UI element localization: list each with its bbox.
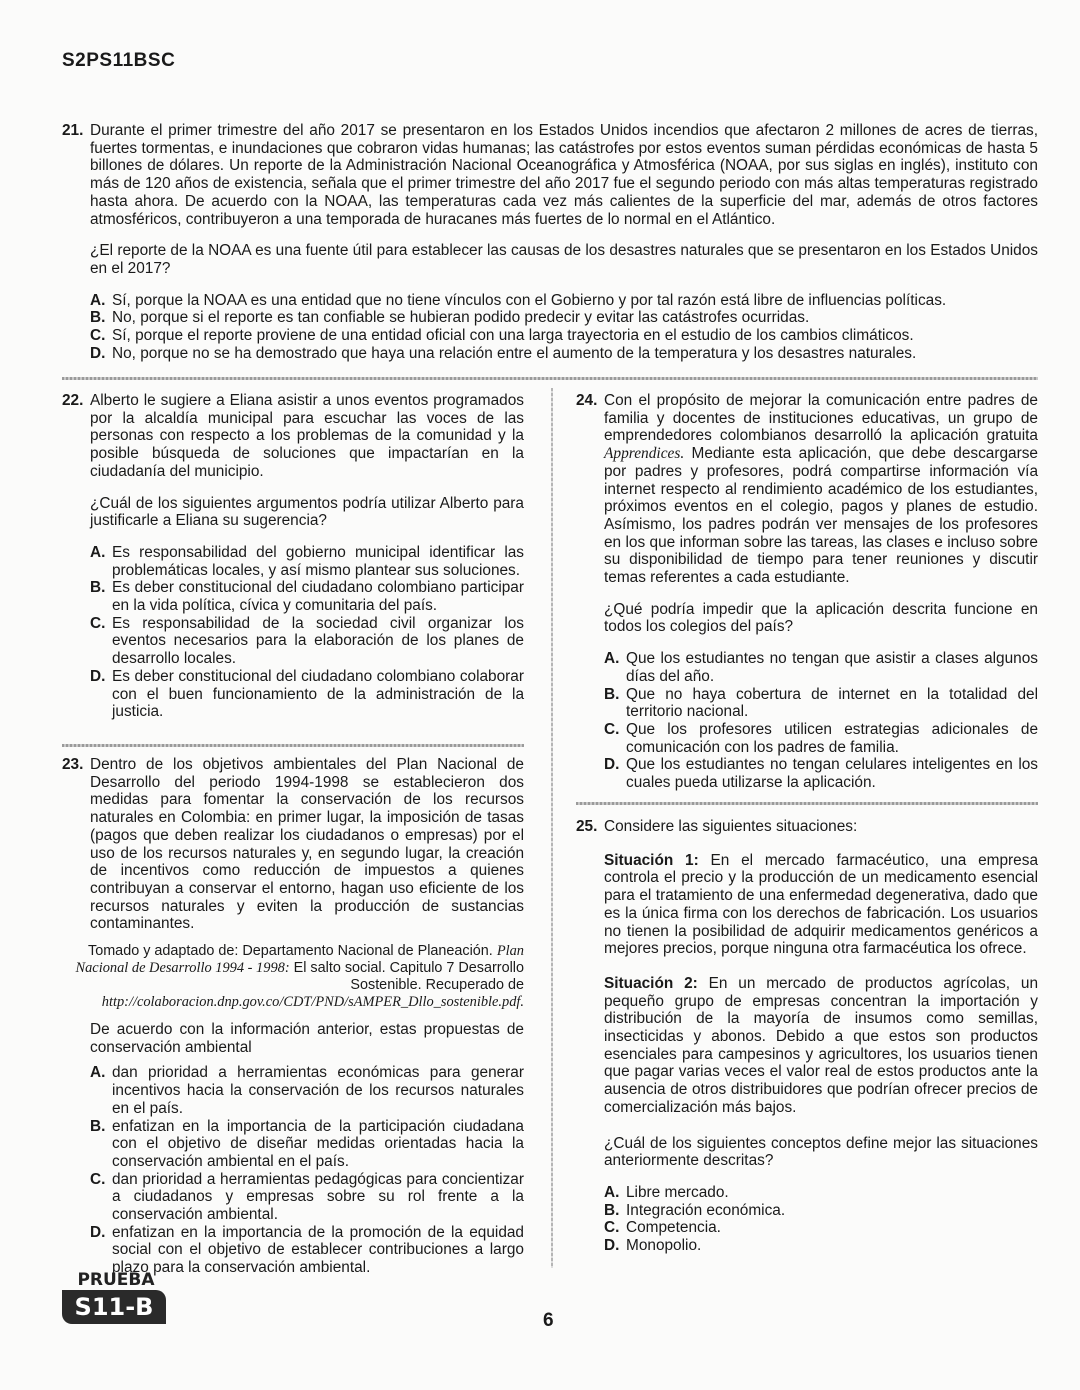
option-a[interactable]: A. Es responsabilidad del gobierno municipal identificar las problemáticas locales, y así mismo plantear sus soluciones.: [90, 543, 524, 579]
question-21: [62, 122, 1038, 362]
situation-1: Situación 1: En el mercado farmacéutico, una empresa controla el precio y la producción de un medicamento esencial para el tratamiento de una enfermedad degenerativa, dado que es la única firma con los derechos de fabricación. Los usuarios no tienen la posibilidad de adquirir medicamentos genéricos a mejores precios, porque ninguna otra farmacéutica los ofrece.: [604, 851, 1038, 958]
question-number: 22.: [62, 392, 84, 409]
question-context: Durante el primer trimestre del año 2017 se presentaron en los Estados Unidos incendios que afectaron 2 millones de acres de tierras, fuertes tormentas, e inundaciones que cobraron vidas humanas; las catástrofes por estos eventos suman pérdidas económicas de hasta 5 billones de dólares. Un reporte de la Administración Nacional Oceanográfica y Atmosférica (NOAA, por sus siglas en inglés), instituto con más de 120 años de existencia, señala que el primer trimestre del año 2017 fue el segundo periodo con más altas temperaturas registrado hasta ahora. De acuerdo con la NOAA, las temperaturas cada vez más calientes de la superficie del mar, además de otros factores atmosféricos, contribuyeron a una temporada de huracanes más fuertes de lo normal en el Atlántico.: [90, 122, 1038, 228]
question-context: Dentro de los objetivos ambientales del Plan Nacional de Desarrollo del periodo 1994-1998 se establecieron dos medidas para fomentar la conservación de los recursos naturales en Colombia: en primer lugar, la imposición de tasas (pagos que deben realizar los ciudadanos o empresas) por el uso de los recursos naturales y, en segundo lugar, la creación de incentivos como reducción de impuestos a quienes contribuyan a conservar el entorno, hagan uso eficiente de los recursos naturales y eviten la producción de sustancias contaminantes.: [90, 756, 524, 933]
question-24: [576, 392, 1038, 792]
exam-code: S2PS11BSC: [62, 50, 176, 71]
page-number: 6: [543, 1310, 554, 1331]
option-b[interactable]: B. Es deber constitucional del ciudadano colombiano participar en la vida política, cívica y comunitaria del país.: [90, 579, 524, 615]
option-a[interactable]: A. dan prioridad a herramientas económicas para generar incentivos hacia la conservación de los recursos naturales en el país.: [90, 1064, 524, 1117]
question-prompt: ¿Qué podría impedir que la aplicación descrita funcione en todos los colegios del país?: [604, 600, 1038, 636]
question-prompt: ¿Cuál de los siguientes argumentos podría utilizar Alberto para justificarle a Eliana su sugerencia?: [90, 494, 524, 530]
option-c[interactable]: C. Que los profesores utilicen estrategias adicionales de comunicación con los padres de familia.: [604, 720, 1038, 756]
citation: Tomado y adaptado de: Departamento Nacional de Planeación. Plan Nacional de Desarrollo 1994 - 1998: El salto social. Capitulo 7 Desarrollo Sostenible. Recuperado de http://colaboracion.dnp.gov.co/CDT/PND/sAMPER_Dllo_sostenible.pdf.: [75, 943, 524, 1011]
option-c[interactable]: C. Es responsabilidad de la sociedad civil organizar los eventos necesarios para la elaboración de los planes de desarrollo locales.: [90, 614, 524, 668]
option-b[interactable]: B. Que no haya cobertura de internet en la totalidad del territorio nacional.: [604, 685, 1038, 721]
option-d[interactable]: D. Que los estudiantes no tengan celulares inteligentes en los cuales pueda utilizarse la aplicación.: [604, 756, 1038, 792]
question-number: 23.: [62, 756, 84, 773]
question-22: [62, 392, 524, 721]
option-d[interactable]: D. Monopolio.: [604, 1237, 702, 1255]
question-prompt: De acuerdo con la información anterior, estas propuestas de conservación ambiental: [90, 1021, 524, 1056]
question-intro: Considere las siguientes situaciones:: [604, 818, 858, 835]
option-b[interactable]: B. No, porque si el reporte es tan confiable se hubieran podido predecir y evitar las catástrofes ocurridas.: [90, 309, 810, 327]
option-a[interactable]: A. Que los estudiantes no tengan que asistir a clases algunos días del año.: [604, 650, 1038, 685]
divider: [576, 802, 1038, 805]
divider: [62, 744, 524, 747]
option-d[interactable]: D. Es deber constitucional del ciudadano colombiano colaborar con el buen funcionamiento de la administración de la justicia.: [90, 667, 524, 721]
option-c[interactable]: C. Sí, porque el reporte proviene de una entidad oficial con una larga trayectoria en el estudio de los cambios climáticos.: [90, 327, 914, 345]
question-context: Alberto le sugiere a Eliana asistir a unos eventos programados por la alcaldía municipal para escuchar las voces de las personas con respecto a los problemas de la comunidad y la posible búsqueda de soluciones que impactarían en la ciudadanía del municipio.: [90, 392, 524, 480]
test-logo: [62, 1272, 166, 1324]
question-25: [576, 818, 1038, 1255]
option-c[interactable]: C. Competencia.: [604, 1219, 721, 1237]
question-context: Con el propósito de mejorar la comunicación entre padres de familia y docentes de instituciones educativas, un grupo de emprendedores colombianos desarrolló la aplicación gratuita Apprendices. Mediante esta aplicación, que debe descargarse por padres y profesores, podrá compartirse información vía internet respecto al rendimiento académico de los estudiantes, próximos eventos en el colegio, pagos y planes de estudio. Asímismo, los padres podrán ver mensajes de los profesores en los que informan sobre las tareas, las clases e incluso sobre su disponibilidad de tiempo para tener reuniones y discutir temas referentes a cada estudiante.: [604, 392, 1038, 587]
logo-code: S11-B: [62, 1290, 166, 1324]
question-number: 21.: [62, 122, 84, 139]
logo-title: PRUEBA: [77, 1270, 155, 1290]
divider: [62, 377, 1038, 380]
column-divider: [551, 388, 553, 1268]
question-prompt: ¿Cuál de los siguientes conceptos define mejor las situaciones anteriormente descritas?: [604, 1134, 1038, 1170]
option-d[interactable]: D. No, porque no se ha demostrado que haya una relación entre el aumento de la temperatura y los desastres naturales.: [90, 344, 917, 362]
option-c[interactable]: C. dan prioridad a herramientas pedagógicas para concientizar a ciudadanos y empresas sobre su rol frente a la conservación ambiental.: [90, 1170, 524, 1224]
option-b[interactable]: B. enfatizan en la importancia de la participación ciudadana con el objetivo de diseñar medidas orientadas hacia la conservación ambiental en el país.: [90, 1117, 524, 1170]
option-a[interactable]: A. Libre mercado.: [604, 1183, 729, 1201]
question-number: 24.: [576, 392, 598, 409]
option-b[interactable]: B. Integración económica.: [604, 1201, 786, 1219]
question-prompt: ¿El reporte de la NOAA es una fuente útil para establecer las causas de los desastres naturales que se presentaron en los Estados Unidos en el 2017?: [90, 242, 1038, 277]
app-name: Apprendices.: [604, 445, 685, 463]
situation-2: Situación 2: En un mercado de productos agrícolas, un pequeño grupo de empresas concentran la importación y distribución de la mayoría de insumos como semillas, insecticidas y abonos. Debido a que estos son productos esenciales para campesinos y agricultores, los usuarios tienen que pagar varias veces el valor real de estos productos ante la ausencia de otros distribuidores que podrían ofrecer precios de comercialización más bajos.: [604, 974, 1039, 1116]
question-23: [62, 756, 524, 1277]
option-d[interactable]: D. enfatizan en la importancia de la promoción de la equidad social con el objetivo de establecer contribuciones a largo plazo para la conservación ambiental.: [90, 1223, 524, 1277]
option-a[interactable]: A. Sí, porque la NOAA es una entidad que no tiene vínculos con el Gobierno y por tal razón está libre de influencias políticas.: [90, 291, 947, 309]
question-number: 25.: [576, 818, 598, 835]
